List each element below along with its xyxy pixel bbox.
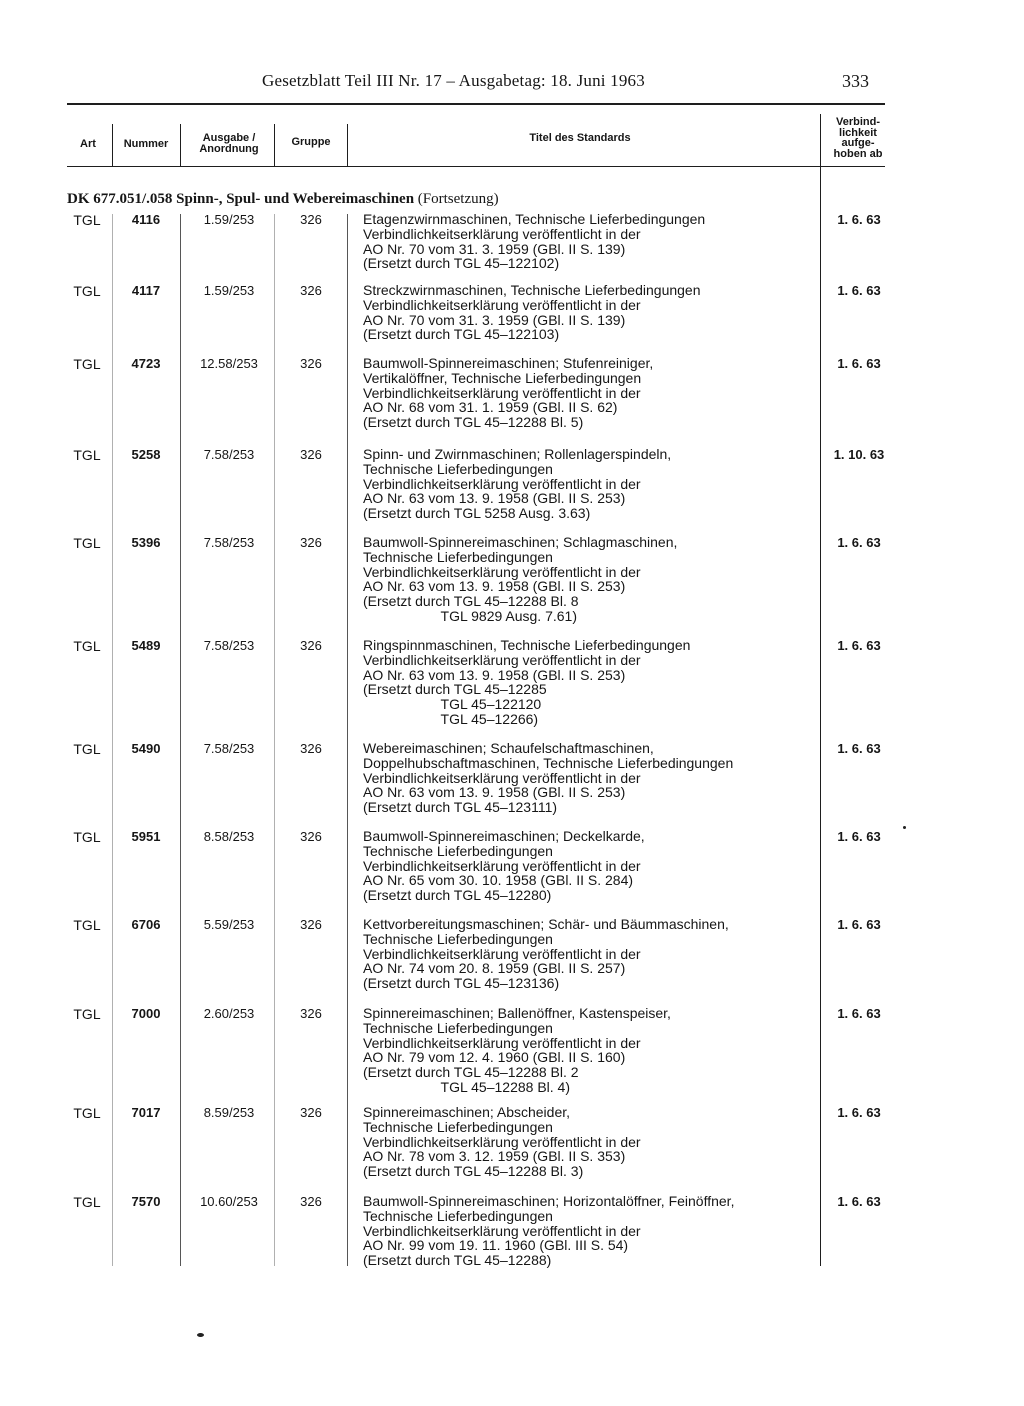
entry-group: 326 — [300, 741, 322, 756]
entry-number: 5490 — [131, 741, 161, 756]
entry-title-line: TGL 45–12266) — [363, 710, 539, 727]
entry-title-line: Verbindlichkeitserklärung veröffentlicht in der — [363, 945, 641, 962]
entry-title-line: (Ersetzt durch TGL 45–12280) — [363, 887, 552, 904]
entry-title — [363, 1006, 815, 1095]
entry-title-line: Technische Lieferbedingungen — [363, 1118, 553, 1135]
entry-title-line: (Ersetzt durch TGL 45–12288) — [363, 1252, 552, 1269]
entry-title-line: Vertikalöffner, Technische Lieferbedingungen — [363, 369, 642, 386]
entry-title-line: Verbindlichkeitserklärung veröffentlicht in der — [363, 563, 641, 580]
entry-title-line: AO Nr. 63 vom 13. 9. 1958 (GBl. II S. 253) — [363, 578, 626, 595]
entry-group: 326 — [300, 1194, 322, 1209]
entry-title-line: Baumwoll-Spinnereimaschinen; Stufenreiniger, — [363, 355, 654, 371]
entry-art: TGL — [73, 1194, 101, 1210]
entry-issue: 12.58/253 — [200, 356, 258, 371]
entry-art: TGL — [73, 356, 101, 372]
entry-art: TGL — [73, 917, 101, 933]
entry-art: TGL — [73, 741, 101, 757]
entry-title-line: Webereimaschinen; Schaufelschaftmaschinen, — [363, 740, 654, 756]
entry-number: 7000 — [131, 1006, 161, 1021]
entry-number: 5951 — [131, 829, 161, 844]
entry-title-line: AO Nr. 63 vom 13. 9. 1958 (GBl. II S. 253) — [363, 784, 626, 801]
entry-title-line: Technische Lieferbedingungen — [363, 548, 553, 565]
entry-title-line: Spinnereimaschinen; Abscheider, — [363, 1104, 571, 1120]
entry-title-line: AO Nr. 79 vom 12. 4. 1960 (GBl. II S. 160) — [363, 1049, 626, 1066]
entry-art: TGL — [73, 638, 101, 654]
page-number: 333 — [842, 71, 869, 91]
column-header-ausgabe: Ausgabe / Anordnung — [199, 132, 259, 155]
column-header-titel: Titel des Standards — [529, 132, 631, 144]
column-divider-datum — [820, 114, 821, 1266]
column-divider-titel-body — [347, 214, 348, 1266]
entry-issue: 1.59/253 — [203, 283, 255, 298]
entry-repeal-date: 1. 6. 63 — [837, 917, 881, 932]
entry-title-line: (Ersetzt durch TGL 45–12285 — [363, 681, 547, 698]
entry-art: TGL — [73, 1105, 101, 1121]
entry-title-line: (Ersetzt durch TGL 45–123136) — [363, 975, 560, 992]
entry-group: 326 — [300, 1006, 322, 1021]
entry-title-line: Doppelhubschaftmaschinen, Technische Lieferbedingungen — [363, 754, 734, 771]
entry-repeal-date: 1. 10. 63 — [833, 447, 885, 462]
entry-group: 326 — [300, 447, 322, 462]
entry-title-line: Technische Lieferbedingungen — [363, 1207, 553, 1224]
entry-repeal-date: 1. 6. 63 — [837, 535, 881, 550]
entry-title-line: (Ersetzt durch TGL 45–12288 Bl. 5) — [363, 414, 584, 431]
table-top-rule — [67, 103, 885, 105]
entry-title — [363, 741, 815, 815]
column-divider-titel — [347, 124, 348, 166]
entry-issue: 7.58/253 — [203, 447, 255, 462]
entry-title-line: AO Nr. 63 vom 13. 9. 1958 (GBl. II S. 253) — [363, 666, 626, 683]
entry-repeal-date: 1. 6. 63 — [837, 356, 881, 371]
entry-number: 7017 — [131, 1105, 161, 1120]
entry-title-line: Streckzwirnmaschinen, Technische Lieferbedingungen — [363, 282, 701, 298]
entry-issue: 8.58/253 — [203, 829, 255, 844]
entry-group: 326 — [300, 283, 322, 298]
entry-title-line: Verbindlichkeitserklärung veröffentlicht in der — [363, 296, 641, 313]
entry-title-line: (Ersetzt durch TGL 5258 Ausg. 3.63) — [363, 505, 591, 522]
entry-title-line: Technische Lieferbedingungen — [363, 842, 553, 859]
column-header-nummer: Nummer — [123, 138, 169, 150]
entry-issue: 2.60/253 — [203, 1006, 255, 1021]
section-title: Spinn-, Spul- und Webereimaschinen — [176, 191, 415, 207]
entry-repeal-date: 1. 6. 63 — [837, 1105, 881, 1120]
entry-art: TGL — [73, 212, 101, 228]
table-header-rule — [67, 166, 885, 167]
entry-group: 326 — [300, 535, 322, 550]
section-continuation-note: (Fortsetzung) — [417, 191, 499, 207]
entry-title-line: Technische Lieferbedingungen — [363, 1019, 553, 1036]
entry-title-line: Baumwoll-Spinnereimaschinen; Horizontalöffner, Feinöffner, — [363, 1193, 735, 1209]
entry-number: 4116 — [131, 212, 161, 227]
entry-issue: 1.59/253 — [203, 212, 255, 227]
entry-title-line: TGL 45–122120 — [363, 696, 542, 713]
section-code: DK 677.051/.058 — [67, 191, 173, 207]
entry-title — [363, 212, 815, 271]
entry-number: 5489 — [131, 638, 161, 653]
entry-title-line: Verbindlichkeitserklärung veröffentlicht in der — [363, 1133, 641, 1150]
entry-title-line: AO Nr. 63 vom 13. 9. 1958 (GBl. II S. 253) — [363, 490, 626, 507]
column-divider-ausgabe — [180, 124, 181, 166]
entry-title-line: Baumwoll-Spinnereimaschinen; Schlagmaschinen, — [363, 534, 678, 550]
entry-group: 326 — [300, 356, 322, 371]
entry-title — [363, 283, 815, 342]
entry-issue: 10.60/253 — [200, 1194, 258, 1209]
entry-repeal-date: 1. 6. 63 — [837, 638, 881, 653]
entry-title-line: (Ersetzt durch TGL 45–12288 Bl. 3) — [363, 1163, 584, 1180]
entry-title-line: AO Nr. 78 vom 3. 12. 1959 (GBl. II S. 353) — [363, 1148, 626, 1165]
entry-repeal-date: 1. 6. 63 — [837, 212, 881, 227]
entry-group: 326 — [300, 212, 322, 227]
entry-title-line: Etagenzwirnmaschinen, Technische Lieferbedingungen — [363, 211, 706, 227]
entry-repeal-date: 1. 6. 63 — [837, 741, 881, 756]
column-divider-ausgabe-body — [180, 214, 181, 1266]
entry-title-line: Kettvorbereitungsmaschinen; Schär- und Bäummaschinen, — [363, 916, 729, 932]
entry-title-line: Baumwoll-Spinnereimaschinen; Deckelkarde, — [363, 828, 645, 844]
entry-repeal-date: 1. 6. 63 — [837, 1006, 881, 1021]
entry-title-line: AO Nr. 99 vom 19. 11. 1960 (GBl. III S. 54) — [363, 1237, 629, 1254]
page-header — [0, 0, 1024, 110]
entry-title-line: AO Nr. 70 vom 31. 3. 1959 (GBl. II S. 139) — [363, 240, 626, 257]
entry-title-line: AO Nr. 74 vom 20. 8. 1959 (GBl. II S. 257) — [363, 960, 626, 977]
entry-issue: 7.58/253 — [203, 638, 255, 653]
entry-title-line: Technische Lieferbedingungen — [363, 930, 553, 947]
entry-title — [363, 917, 815, 991]
entry-title-line: Verbindlichkeitserklärung veröffentlicht in der — [363, 1034, 641, 1051]
entry-title-line: Spinnereimaschinen; Ballenöffner, Kastenspeiser, — [363, 1005, 671, 1021]
entry-art: TGL — [73, 829, 101, 845]
entry-art: TGL — [73, 447, 101, 463]
column-header-gruppe: Gruppe — [291, 136, 331, 148]
print-speck — [197, 1333, 204, 1337]
entry-repeal-date: 1. 6. 63 — [837, 1194, 881, 1209]
entry-title-line: Verbindlichkeitserklärung veröffentlicht in der — [363, 857, 641, 874]
entry-issue: 5.59/253 — [203, 917, 255, 932]
entry-art: TGL — [73, 283, 101, 299]
entry-title-line: (Ersetzt durch TGL 45–123111) — [363, 799, 558, 816]
entry-number: 4117 — [131, 283, 161, 298]
entry-title-line: Verbindlichkeitserklärung veröffentlicht in der — [363, 475, 641, 492]
entry-group: 326 — [300, 1105, 322, 1120]
entry-title-line: Verbindlichkeitserklärung veröffentlicht in der — [363, 1222, 641, 1239]
entry-title-line: TGL 9829 Ausg. 7.61) — [363, 607, 577, 624]
entry-number: 4723 — [131, 356, 161, 371]
entry-number: 7570 — [131, 1194, 161, 1209]
entry-title — [363, 638, 815, 727]
entry-title-line: Verbindlichkeitserklärung veröffentlicht in der — [363, 225, 641, 242]
column-divider-nummer-body — [112, 214, 113, 1266]
gazette-header-title: Gesetzblatt Teil III Nr. 17 – Ausgabetag: 18. Juni 1963 — [262, 71, 645, 90]
entry-title-line: AO Nr. 65 vom 30. 10. 1958 (GBl. II S. 284) — [363, 872, 634, 889]
entry-number: 6706 — [131, 917, 161, 932]
column-header-verbindlichkeit: Verbind-lichkeit aufge-hoben ab — [833, 116, 883, 160]
entry-title-line: TGL 45–12288 Bl. 4) — [363, 1078, 570, 1095]
entry-issue: 8.59/253 — [203, 1105, 255, 1120]
entry-issue: 7.58/253 — [203, 741, 255, 756]
entry-repeal-date: 1. 6. 63 — [837, 283, 881, 298]
entry-title-line: Ringspinnmaschinen, Technische Lieferbedingungen — [363, 637, 691, 653]
entry-repeal-date: 1. 6. 63 — [837, 829, 881, 844]
entry-group: 326 — [300, 829, 322, 844]
entry-title-line: Spinn- und Zwirnmaschinen; Rollenlagerspindeln, — [363, 446, 672, 462]
section-heading — [67, 191, 499, 208]
entry-title-line: Verbindlichkeitserklärung veröffentlicht in der — [363, 384, 641, 401]
entry-title-line: (Ersetzt durch TGL 45–12288 Bl. 2 — [363, 1064, 579, 1081]
entry-art: TGL — [73, 1006, 101, 1022]
column-divider-gruppe-body — [274, 214, 275, 1266]
entry-title — [363, 1105, 815, 1179]
entry-title-line: (Ersetzt durch TGL 45–12288 Bl. 8 — [363, 593, 579, 610]
entry-title — [363, 356, 815, 430]
entry-title — [363, 829, 815, 903]
entry-title-line: Verbindlichkeitserklärung veröffentlicht in der — [363, 769, 641, 786]
entry-title — [363, 1194, 815, 1268]
entry-title-line: (Ersetzt durch TGL 45–122103) — [363, 326, 560, 343]
print-speck — [903, 826, 906, 829]
entry-title-line: Verbindlichkeitserklärung veröffentlicht in der — [363, 651, 641, 668]
entry-title — [363, 535, 815, 624]
entry-title-line: (Ersetzt durch TGL 45–122102) — [363, 255, 560, 272]
entry-group: 326 — [300, 638, 322, 653]
entry-number: 5396 — [131, 535, 161, 550]
entry-art: TGL — [73, 535, 101, 551]
entry-number: 5258 — [131, 447, 161, 462]
entry-issue: 7.58/253 — [203, 535, 255, 550]
entry-title — [363, 447, 815, 521]
entry-title-line: Technische Lieferbedingungen — [363, 460, 553, 477]
column-header-art: Art — [80, 138, 96, 150]
entry-title-line: AO Nr. 68 vom 31. 1. 1959 (GBl. II S. 62) — [363, 399, 618, 416]
entry-group: 326 — [300, 917, 322, 932]
entry-title-line: AO Nr. 70 vom 31. 3. 1959 (GBl. II S. 139) — [363, 311, 626, 328]
